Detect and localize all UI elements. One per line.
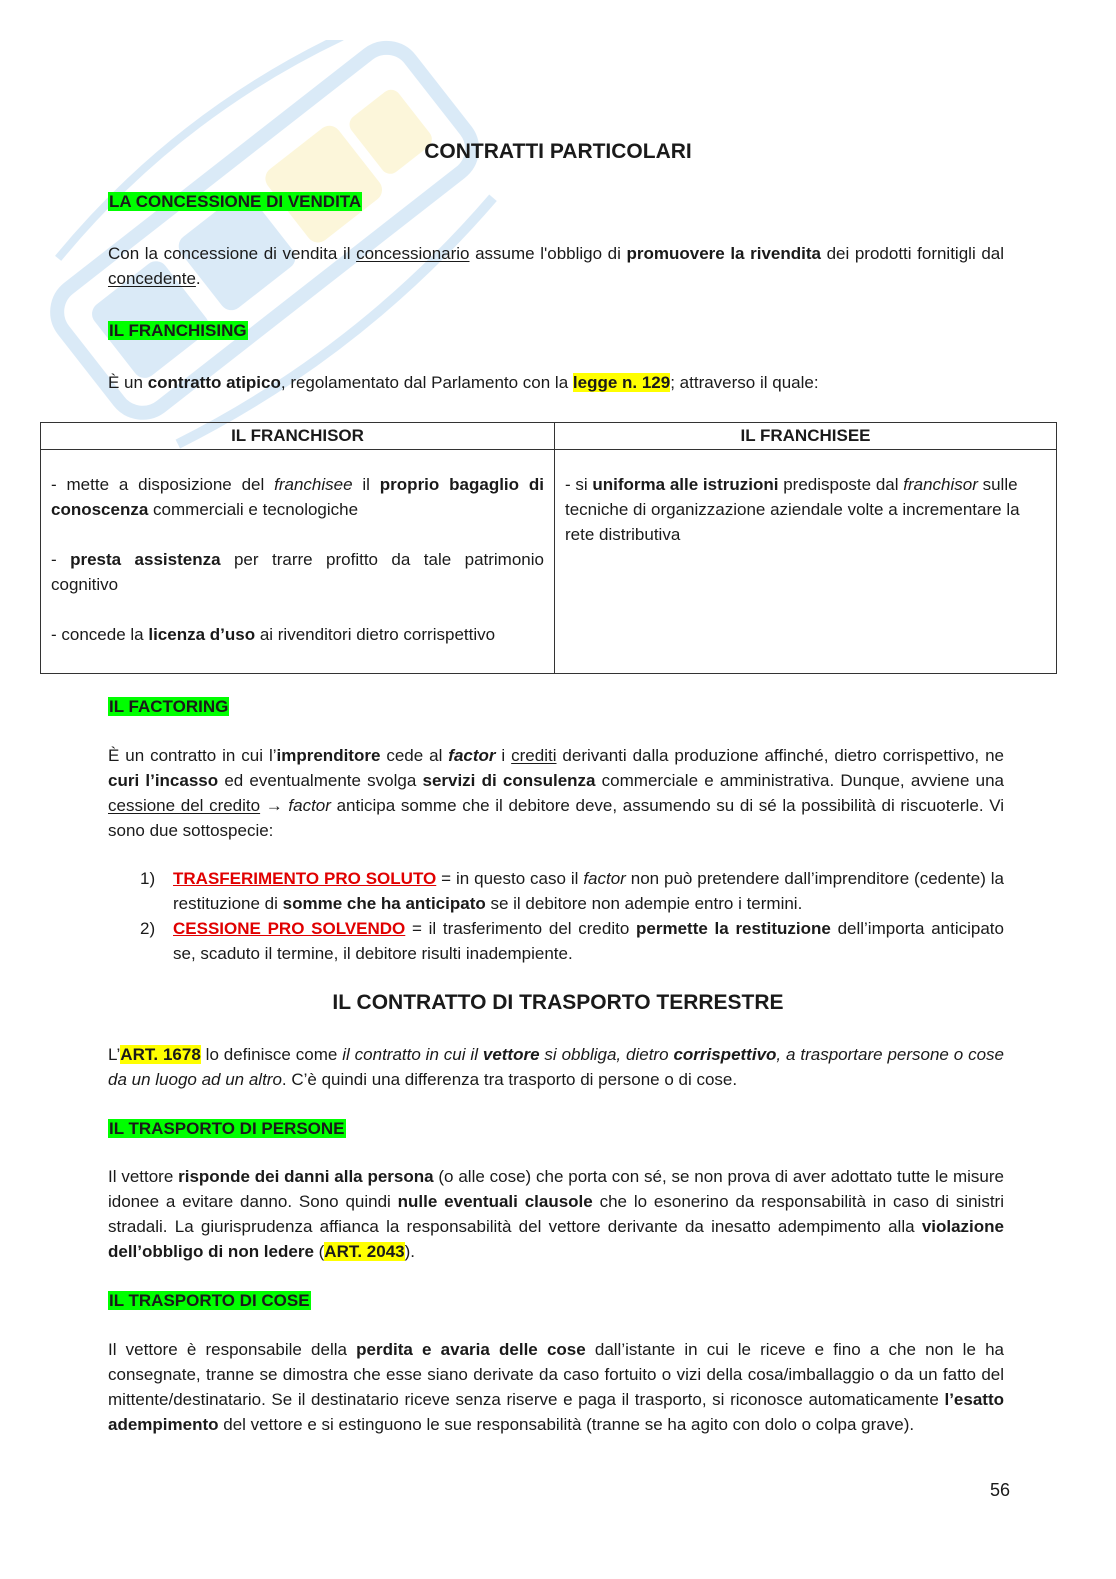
term-pro-soluto: TRASFERIMENTO PRO SOLUTO: [173, 869, 437, 888]
franchisee-duty-1: - si uniforma alle istruzioni predisposte dal franchisor sulle tecniche di organizzazione aziendale volte a incrementare la rete distributiva: [565, 475, 1020, 544]
heading-trasporto-cose: IL TRASPORTO DI COSE: [109, 1291, 310, 1310]
page-title: CONTRATTI PARTICOLARI: [424, 140, 692, 163]
page-number: 56: [989, 1480, 1010, 1500]
paragraph-trasporto-cose: Il vettore è responsabile della perdita e avaria delle cose dall’istante in cui le riceve e fino a che non le ha consegnate, tranne se dimostra che esse siano derivate da caso fortuito o vizi della cosa/imballaggio o da un fatto del mittente/destinatario. Se il destinatario riceve senza riserve e paga il trasporto, si riconosce automaticamente l’esatto adempimento del vettore e si estinguono le sue responsabilità (tranne se ha agito con dolo o colpa grave).: [108, 1340, 1005, 1434]
heading-factoring: IL FACTORING: [109, 697, 229, 716]
column-header-franchisor: IL FRANCHISOR: [41, 423, 555, 450]
list-item: 2) CESSIONE PRO SOLVENDO = il trasferimento del credito permette la restituzione dell’importa anticipato se, scaduto il termine, il debitore risulti inadempiente.: [140, 916, 1004, 966]
section-title-trasporto: IL CONTRATTO DI TRASPORTO TERRESTRE: [332, 991, 784, 1014]
term-pro-solvendo: CESSIONE PRO SOLVENDO: [173, 919, 406, 938]
franchisor-cell: [41, 450, 555, 674]
franchisor-duty-3: - concede la licenza d’uso ai rivenditori dietro corrispettivo: [51, 625, 496, 644]
paragraph-trasporto-persone: Il vettore risponde dei danni alla persona (o alle cose) che porta con sé, se non prova di aver adottato tutte le misure idonee a evitare danno. Sono quindi nulle eventuali clausole che lo esonerino da responsabilità in caso di sinistri stradali. La giurisprudenza affianca la responsabilità del vettore derivante da inesatto adempimento alla violazione dell’obbligo di non ledere (ART. 2043).: [108, 1167, 1005, 1261]
paragraph-concessione: Con la concessione di vendita il concessionario assume l'obbligo di promuovere la rivendita dei prodotti fornitigli dal concedente.: [108, 244, 1004, 288]
franchisee-cell: [555, 450, 1057, 674]
paragraph-factoring: È un contratto in cui l’imprenditore cede al factor i crediti derivanti dalla produzione affinché, dietro corrispettivo, ne curi l’incasso ed eventualmente svolga servizi di consulenza commerciale e amministrativa. Dunque, avviene una cessione del credito → factor anticipa somme che il debitore deve, assumendo su di sé la possibilità di riscuoterle. Vi sono due sottospecie:: [108, 746, 1005, 840]
paragraph-franchising: È un contratto atipico, regolamentato dal Parlamento con la legge n. 129; attraverso il quale:: [108, 373, 819, 392]
heading-franchising: IL FRANCHISING: [109, 321, 247, 340]
franchisor-duty-2: - presta assistenza per trarre profitto da tale patrimonio cognitivo: [51, 550, 544, 594]
factoring-list: [140, 866, 1004, 966]
franchising-table: [40, 422, 1057, 674]
list-number: 1): [140, 869, 156, 888]
heading-concessione: LA CONCESSIONE DI VENDITA: [109, 192, 362, 211]
paragraph-trasporto: L’ART. 1678 lo definisce come il contratto in cui il vettore si obbliga, dietro corrispettivo, a trasportare persone o cose da un luogo ad un altro. C’è quindi una differenza tra trasporto di persone o di cose.: [108, 1045, 1005, 1089]
column-header-franchisee: IL FRANCHISEE: [555, 423, 1057, 450]
franchisor-duty-1: - mette a disposizione del franchisee il proprio bagaglio di conoscenza commerciali e tecnologiche: [51, 475, 544, 519]
list-number: 2): [140, 919, 156, 938]
list-item: 1) TRASFERIMENTO PRO SOLUTO = in questo caso il factor non può pretendere dall’imprenditore (cedente) la restituzione di somme che ha anticipato se il debitore non adempie entro i termini.: [140, 866, 1004, 916]
heading-trasporto-persone: IL TRASPORTO DI PERSONE: [109, 1119, 345, 1138]
